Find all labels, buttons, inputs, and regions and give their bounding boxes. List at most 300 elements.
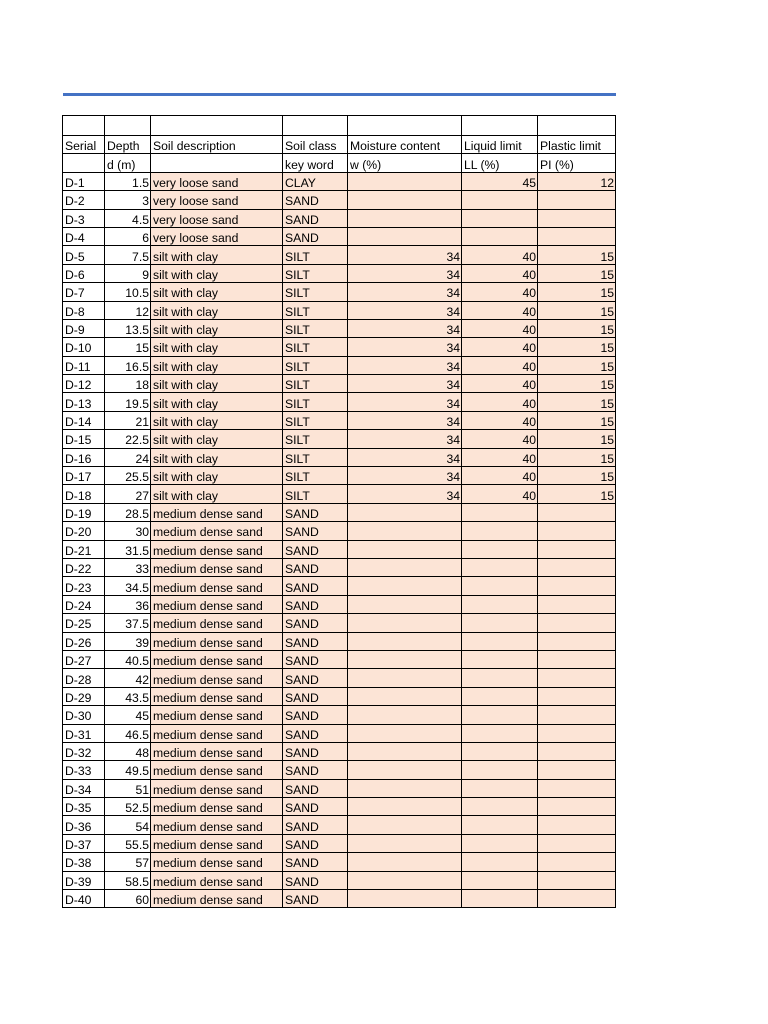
cell-plastic-limit[interactable] xyxy=(538,558,616,576)
cell-soil-class[interactable]: CLAY xyxy=(283,172,348,190)
cell-soil-description[interactable]: silt with clay xyxy=(151,319,283,337)
cell-serial[interactable]: D-9 xyxy=(63,319,105,337)
cell-moisture-content[interactable] xyxy=(348,209,462,227)
cell-serial[interactable]: D-13 xyxy=(63,393,105,411)
blank-cell[interactable] xyxy=(151,116,283,136)
cell-soil-class[interactable]: SAND xyxy=(283,853,348,871)
cell-depth[interactable]: 54 xyxy=(105,816,151,834)
cell-plastic-limit[interactable]: 15 xyxy=(538,485,616,503)
cell-depth[interactable]: 28.5 xyxy=(105,503,151,521)
cell-soil-description[interactable]: medium dense sand xyxy=(151,687,283,705)
cell-soil-class[interactable]: SAND xyxy=(283,540,348,558)
cell-plastic-limit[interactable]: 15 xyxy=(538,411,616,429)
header-cell-soil-class[interactable]: Soil class xyxy=(283,136,348,154)
blank-cell[interactable] xyxy=(348,116,462,136)
cell-moisture-content[interactable] xyxy=(348,724,462,742)
cell-liquid-limit[interactable]: 40 xyxy=(462,338,538,356)
blank-cell[interactable] xyxy=(538,116,616,136)
cell-moisture-content[interactable]: 34 xyxy=(348,485,462,503)
cell-moisture-content[interactable]: 34 xyxy=(348,375,462,393)
cell-liquid-limit[interactable] xyxy=(462,816,538,834)
cell-serial[interactable]: D-36 xyxy=(63,816,105,834)
cell-soil-class[interactable]: SAND xyxy=(283,724,348,742)
cell-soil-class[interactable]: SAND xyxy=(283,871,348,889)
cell-serial[interactable]: D-21 xyxy=(63,540,105,558)
cell-depth[interactable]: 27 xyxy=(105,485,151,503)
cell-serial[interactable]: D-3 xyxy=(63,209,105,227)
cell-moisture-content[interactable] xyxy=(348,706,462,724)
cell-soil-class[interactable]: SAND xyxy=(283,798,348,816)
cell-soil-description[interactable]: medium dense sand xyxy=(151,834,283,852)
cell-plastic-limit[interactable]: 12 xyxy=(538,172,616,190)
cell-moisture-content[interactable]: 34 xyxy=(348,264,462,282)
cell-depth[interactable]: 49.5 xyxy=(105,761,151,779)
blank-cell[interactable] xyxy=(63,116,105,136)
cell-moisture-content[interactable] xyxy=(348,632,462,650)
cell-liquid-limit[interactable]: 40 xyxy=(462,430,538,448)
cell-depth[interactable]: 51 xyxy=(105,779,151,797)
cell-soil-description[interactable]: medium dense sand xyxy=(151,669,283,687)
cell-serial[interactable]: D-34 xyxy=(63,779,105,797)
cell-soil-description[interactable]: medium dense sand xyxy=(151,540,283,558)
cell-serial[interactable]: D-8 xyxy=(63,301,105,319)
cell-soil-class[interactable]: SAND xyxy=(283,650,348,668)
blank-cell[interactable] xyxy=(462,116,538,136)
cell-liquid-limit[interactable] xyxy=(462,595,538,613)
cell-serial[interactable]: D-27 xyxy=(63,650,105,668)
cell-depth[interactable]: 25.5 xyxy=(105,467,151,485)
cell-serial[interactable]: D-4 xyxy=(63,227,105,245)
header-cell-plastic-limit[interactable]: Plastic limit xyxy=(538,136,616,154)
cell-plastic-limit[interactable] xyxy=(538,669,616,687)
cell-depth[interactable]: 36 xyxy=(105,595,151,613)
cell-plastic-limit[interactable] xyxy=(538,834,616,852)
cell-soil-class[interactable]: SAND xyxy=(283,522,348,540)
cell-depth[interactable]: 42 xyxy=(105,669,151,687)
cell-moisture-content[interactable]: 34 xyxy=(348,338,462,356)
cell-soil-description[interactable]: medium dense sand xyxy=(151,632,283,650)
cell-depth[interactable]: 7.5 xyxy=(105,246,151,264)
cell-liquid-limit[interactable]: 40 xyxy=(462,393,538,411)
cell-soil-description[interactable]: medium dense sand xyxy=(151,595,283,613)
header-cell-depth[interactable]: Depth xyxy=(105,136,151,154)
cell-liquid-limit[interactable]: 40 xyxy=(462,485,538,503)
cell-depth[interactable]: 15 xyxy=(105,338,151,356)
cell-serial[interactable]: D-32 xyxy=(63,742,105,760)
cell-moisture-content[interactable] xyxy=(348,540,462,558)
cell-liquid-limit[interactable]: 40 xyxy=(462,375,538,393)
cell-soil-class[interactable]: SAND xyxy=(283,209,348,227)
cell-soil-description[interactable]: silt with clay xyxy=(151,448,283,466)
cell-serial[interactable]: D-6 xyxy=(63,264,105,282)
cell-serial[interactable]: D-26 xyxy=(63,632,105,650)
cell-depth[interactable]: 43.5 xyxy=(105,687,151,705)
cell-plastic-limit[interactable] xyxy=(538,503,616,521)
header-cell-soil-description[interactable] xyxy=(151,154,283,172)
cell-liquid-limit[interactable]: 40 xyxy=(462,467,538,485)
cell-liquid-limit[interactable]: 40 xyxy=(462,411,538,429)
cell-depth[interactable]: 55.5 xyxy=(105,834,151,852)
cell-moisture-content[interactable] xyxy=(348,227,462,245)
cell-moisture-content[interactable]: 34 xyxy=(348,283,462,301)
cell-moisture-content[interactable]: 34 xyxy=(348,319,462,337)
cell-liquid-limit[interactable] xyxy=(462,558,538,576)
cell-liquid-limit[interactable] xyxy=(462,871,538,889)
cell-depth[interactable]: 33 xyxy=(105,558,151,576)
cell-moisture-content[interactable] xyxy=(348,577,462,595)
cell-moisture-content[interactable] xyxy=(348,798,462,816)
cell-plastic-limit[interactable] xyxy=(538,706,616,724)
header-cell-liquid-limit[interactable]: LL (%) xyxy=(462,154,538,172)
cell-plastic-limit[interactable] xyxy=(538,871,616,889)
cell-depth[interactable]: 4.5 xyxy=(105,209,151,227)
cell-soil-class[interactable]: SILT xyxy=(283,467,348,485)
cell-soil-class[interactable]: SAND xyxy=(283,779,348,797)
cell-soil-description[interactable]: medium dense sand xyxy=(151,779,283,797)
cell-soil-class[interactable]: SILT xyxy=(283,301,348,319)
header-cell-serial[interactable] xyxy=(63,154,105,172)
cell-plastic-limit[interactable] xyxy=(538,816,616,834)
cell-serial[interactable]: D-30 xyxy=(63,706,105,724)
cell-liquid-limit[interactable]: 40 xyxy=(462,448,538,466)
cell-depth[interactable]: 6 xyxy=(105,227,151,245)
cell-soil-description[interactable]: very loose sand xyxy=(151,172,283,190)
cell-soil-class[interactable]: SAND xyxy=(283,890,348,908)
cell-soil-class[interactable]: SAND xyxy=(283,595,348,613)
cell-liquid-limit[interactable] xyxy=(462,227,538,245)
cell-serial[interactable]: D-7 xyxy=(63,283,105,301)
cell-soil-description[interactable]: silt with clay xyxy=(151,393,283,411)
cell-depth[interactable]: 57 xyxy=(105,853,151,871)
cell-serial[interactable]: D-16 xyxy=(63,448,105,466)
cell-moisture-content[interactable] xyxy=(348,871,462,889)
cell-plastic-limit[interactable]: 15 xyxy=(538,448,616,466)
cell-moisture-content[interactable] xyxy=(348,779,462,797)
cell-soil-description[interactable]: silt with clay xyxy=(151,411,283,429)
cell-serial[interactable]: D-11 xyxy=(63,356,105,374)
cell-soil-description[interactable]: medium dense sand xyxy=(151,577,283,595)
cell-liquid-limit[interactable] xyxy=(462,761,538,779)
cell-soil-description[interactable]: medium dense sand xyxy=(151,522,283,540)
cell-depth[interactable]: 22.5 xyxy=(105,430,151,448)
cell-soil-class[interactable]: SAND xyxy=(283,706,348,724)
cell-soil-description[interactable]: medium dense sand xyxy=(151,853,283,871)
cell-soil-description[interactable]: medium dense sand xyxy=(151,761,283,779)
cell-plastic-limit[interactable] xyxy=(538,209,616,227)
cell-soil-class[interactable]: SAND xyxy=(283,503,348,521)
cell-depth[interactable]: 1.5 xyxy=(105,172,151,190)
cell-moisture-content[interactable]: 34 xyxy=(348,301,462,319)
cell-serial[interactable]: D-38 xyxy=(63,853,105,871)
cell-soil-description[interactable]: medium dense sand xyxy=(151,558,283,576)
cell-depth[interactable]: 10.5 xyxy=(105,283,151,301)
cell-plastic-limit[interactable] xyxy=(538,650,616,668)
cell-moisture-content[interactable] xyxy=(348,503,462,521)
cell-plastic-limit[interactable]: 15 xyxy=(538,264,616,282)
cell-depth[interactable]: 19.5 xyxy=(105,393,151,411)
cell-plastic-limit[interactable]: 15 xyxy=(538,246,616,264)
cell-soil-description[interactable]: medium dense sand xyxy=(151,742,283,760)
cell-moisture-content[interactable] xyxy=(348,191,462,209)
cell-soil-description[interactable]: silt with clay xyxy=(151,356,283,374)
cell-serial[interactable]: D-1 xyxy=(63,172,105,190)
cell-plastic-limit[interactable] xyxy=(538,761,616,779)
cell-soil-class[interactable]: SAND xyxy=(283,577,348,595)
cell-serial[interactable]: D-31 xyxy=(63,724,105,742)
cell-soil-class[interactable]: SAND xyxy=(283,191,348,209)
cell-liquid-limit[interactable] xyxy=(462,669,538,687)
cell-depth[interactable]: 45 xyxy=(105,706,151,724)
cell-soil-description[interactable]: very loose sand xyxy=(151,191,283,209)
cell-moisture-content[interactable] xyxy=(348,761,462,779)
cell-soil-description[interactable]: silt with clay xyxy=(151,338,283,356)
cell-serial[interactable]: D-33 xyxy=(63,761,105,779)
cell-soil-description[interactable]: very loose sand xyxy=(151,209,283,227)
cell-soil-class[interactable]: SILT xyxy=(283,264,348,282)
cell-soil-description[interactable]: silt with clay xyxy=(151,485,283,503)
cell-depth[interactable]: 24 xyxy=(105,448,151,466)
cell-soil-class[interactable]: SAND xyxy=(283,834,348,852)
cell-plastic-limit[interactable] xyxy=(538,191,616,209)
cell-depth[interactable]: 30 xyxy=(105,522,151,540)
cell-serial[interactable]: D-39 xyxy=(63,871,105,889)
cell-serial[interactable]: D-12 xyxy=(63,375,105,393)
cell-liquid-limit[interactable] xyxy=(462,540,538,558)
cell-liquid-limit[interactable] xyxy=(462,724,538,742)
cell-moisture-content[interactable]: 34 xyxy=(348,411,462,429)
cell-serial[interactable]: D-40 xyxy=(63,890,105,908)
cell-moisture-content[interactable]: 34 xyxy=(348,246,462,264)
cell-plastic-limit[interactable] xyxy=(538,798,616,816)
cell-plastic-limit[interactable]: 15 xyxy=(538,375,616,393)
cell-liquid-limit[interactable]: 40 xyxy=(462,264,538,282)
cell-soil-class[interactable]: SILT xyxy=(283,246,348,264)
cell-liquid-limit[interactable] xyxy=(462,853,538,871)
cell-depth[interactable]: 46.5 xyxy=(105,724,151,742)
header-cell-moisture-content[interactable]: Moisture content xyxy=(348,136,462,154)
cell-plastic-limit[interactable]: 15 xyxy=(538,283,616,301)
cell-moisture-content[interactable] xyxy=(348,650,462,668)
cell-depth[interactable]: 12 xyxy=(105,301,151,319)
cell-soil-class[interactable]: SAND xyxy=(283,742,348,760)
cell-depth[interactable]: 60 xyxy=(105,890,151,908)
cell-serial[interactable]: D-29 xyxy=(63,687,105,705)
cell-serial[interactable]: D-18 xyxy=(63,485,105,503)
cell-serial[interactable]: D-15 xyxy=(63,430,105,448)
cell-plastic-limit[interactable] xyxy=(538,853,616,871)
cell-serial[interactable]: D-14 xyxy=(63,411,105,429)
cell-liquid-limit[interactable] xyxy=(462,614,538,632)
cell-moisture-content[interactable]: 34 xyxy=(348,467,462,485)
cell-soil-description[interactable]: medium dense sand xyxy=(151,614,283,632)
cell-liquid-limit[interactable]: 40 xyxy=(462,246,538,264)
cell-liquid-limit[interactable] xyxy=(462,687,538,705)
cell-soil-description[interactable]: silt with clay xyxy=(151,375,283,393)
cell-plastic-limit[interactable]: 15 xyxy=(538,430,616,448)
header-cell-serial[interactable]: Serial xyxy=(63,136,105,154)
cell-soil-description[interactable]: silt with clay xyxy=(151,264,283,282)
cell-soil-class[interactable]: SAND xyxy=(283,669,348,687)
cell-soil-class[interactable]: SILT xyxy=(283,430,348,448)
cell-soil-class[interactable]: SILT xyxy=(283,338,348,356)
cell-liquid-limit[interactable] xyxy=(462,503,538,521)
header-cell-soil-description[interactable]: Soil description xyxy=(151,136,283,154)
cell-depth[interactable]: 37.5 xyxy=(105,614,151,632)
cell-depth[interactable]: 52.5 xyxy=(105,798,151,816)
blank-cell[interactable] xyxy=(283,116,348,136)
cell-plastic-limit[interactable]: 15 xyxy=(538,467,616,485)
cell-moisture-content[interactable] xyxy=(348,669,462,687)
cell-depth[interactable]: 3 xyxy=(105,191,151,209)
cell-moisture-content[interactable] xyxy=(348,890,462,908)
cell-depth[interactable]: 39 xyxy=(105,632,151,650)
cell-soil-description[interactable]: silt with clay xyxy=(151,430,283,448)
cell-plastic-limit[interactable] xyxy=(538,779,616,797)
cell-soil-class[interactable]: SAND xyxy=(283,632,348,650)
cell-plastic-limit[interactable]: 15 xyxy=(538,301,616,319)
blank-cell[interactable] xyxy=(105,116,151,136)
cell-soil-class[interactable]: SAND xyxy=(283,614,348,632)
cell-depth[interactable]: 48 xyxy=(105,742,151,760)
cell-serial[interactable]: D-37 xyxy=(63,834,105,852)
cell-soil-class[interactable]: SILT xyxy=(283,448,348,466)
cell-soil-class[interactable]: SAND xyxy=(283,227,348,245)
cell-moisture-content[interactable] xyxy=(348,742,462,760)
cell-soil-description[interactable]: silt with clay xyxy=(151,283,283,301)
cell-serial[interactable]: D-2 xyxy=(63,191,105,209)
cell-soil-description[interactable]: medium dense sand xyxy=(151,890,283,908)
cell-plastic-limit[interactable] xyxy=(538,540,616,558)
cell-plastic-limit[interactable] xyxy=(538,577,616,595)
cell-soil-description[interactable]: silt with clay xyxy=(151,301,283,319)
cell-plastic-limit[interactable] xyxy=(538,614,616,632)
cell-plastic-limit[interactable]: 15 xyxy=(538,319,616,337)
cell-plastic-limit[interactable] xyxy=(538,724,616,742)
cell-serial[interactable]: D-24 xyxy=(63,595,105,613)
cell-depth[interactable]: 31.5 xyxy=(105,540,151,558)
cell-plastic-limit[interactable] xyxy=(538,742,616,760)
cell-liquid-limit[interactable] xyxy=(462,706,538,724)
cell-liquid-limit[interactable] xyxy=(462,191,538,209)
cell-soil-class[interactable]: SILT xyxy=(283,393,348,411)
cell-depth[interactable]: 16.5 xyxy=(105,356,151,374)
cell-plastic-limit[interactable]: 15 xyxy=(538,338,616,356)
cell-serial[interactable]: D-17 xyxy=(63,467,105,485)
cell-moisture-content[interactable] xyxy=(348,595,462,613)
cell-moisture-content[interactable] xyxy=(348,834,462,852)
cell-serial[interactable]: D-20 xyxy=(63,522,105,540)
cell-depth[interactable]: 58.5 xyxy=(105,871,151,889)
cell-plastic-limit[interactable] xyxy=(538,595,616,613)
cell-moisture-content[interactable]: 34 xyxy=(348,430,462,448)
cell-depth[interactable]: 34.5 xyxy=(105,577,151,595)
cell-plastic-limit[interactable]: 15 xyxy=(538,356,616,374)
cell-soil-class[interactable]: SILT xyxy=(283,485,348,503)
cell-liquid-limit[interactable] xyxy=(462,522,538,540)
cell-moisture-content[interactable] xyxy=(348,687,462,705)
cell-liquid-limit[interactable] xyxy=(462,577,538,595)
cell-moisture-content[interactable]: 34 xyxy=(348,448,462,466)
cell-moisture-content[interactable]: 34 xyxy=(348,356,462,374)
cell-liquid-limit[interactable] xyxy=(462,650,538,668)
cell-plastic-limit[interactable]: 15 xyxy=(538,393,616,411)
cell-moisture-content[interactable] xyxy=(348,558,462,576)
cell-soil-description[interactable]: medium dense sand xyxy=(151,816,283,834)
cell-soil-description[interactable]: medium dense sand xyxy=(151,650,283,668)
cell-serial[interactable]: D-22 xyxy=(63,558,105,576)
cell-soil-class[interactable]: SILT xyxy=(283,356,348,374)
cell-depth[interactable]: 40.5 xyxy=(105,650,151,668)
cell-plastic-limit[interactable] xyxy=(538,632,616,650)
cell-soil-description[interactable]: silt with clay xyxy=(151,246,283,264)
cell-liquid-limit[interactable] xyxy=(462,632,538,650)
cell-liquid-limit[interactable] xyxy=(462,209,538,227)
cell-depth[interactable]: 9 xyxy=(105,264,151,282)
cell-soil-description[interactable]: medium dense sand xyxy=(151,706,283,724)
cell-soil-class[interactable]: SILT xyxy=(283,375,348,393)
header-cell-soil-class[interactable]: key word xyxy=(283,154,348,172)
cell-plastic-limit[interactable] xyxy=(538,522,616,540)
header-cell-moisture-content[interactable]: w (%) xyxy=(348,154,462,172)
cell-serial[interactable]: D-35 xyxy=(63,798,105,816)
cell-liquid-limit[interactable]: 40 xyxy=(462,319,538,337)
cell-serial[interactable]: D-5 xyxy=(63,246,105,264)
cell-moisture-content[interactable] xyxy=(348,816,462,834)
cell-plastic-limit[interactable] xyxy=(538,890,616,908)
cell-soil-class[interactable]: SILT xyxy=(283,283,348,301)
cell-liquid-limit[interactable] xyxy=(462,890,538,908)
cell-soil-description[interactable]: very loose sand xyxy=(151,227,283,245)
cell-soil-class[interactable]: SAND xyxy=(283,816,348,834)
cell-liquid-limit[interactable]: 45 xyxy=(462,172,538,190)
header-cell-liquid-limit[interactable]: Liquid limit xyxy=(462,136,538,154)
cell-soil-description[interactable]: medium dense sand xyxy=(151,503,283,521)
cell-moisture-content[interactable]: 34 xyxy=(348,393,462,411)
cell-soil-class[interactable]: SAND xyxy=(283,558,348,576)
cell-serial[interactable]: D-23 xyxy=(63,577,105,595)
cell-liquid-limit[interactable] xyxy=(462,798,538,816)
cell-depth[interactable]: 21 xyxy=(105,411,151,429)
cell-serial[interactable]: D-25 xyxy=(63,614,105,632)
cell-depth[interactable]: 13.5 xyxy=(105,319,151,337)
cell-liquid-limit[interactable]: 40 xyxy=(462,301,538,319)
cell-liquid-limit[interactable] xyxy=(462,742,538,760)
cell-moisture-content[interactable] xyxy=(348,522,462,540)
cell-moisture-content[interactable] xyxy=(348,614,462,632)
cell-soil-class[interactable]: SAND xyxy=(283,761,348,779)
cell-liquid-limit[interactable]: 40 xyxy=(462,283,538,301)
cell-liquid-limit[interactable] xyxy=(462,834,538,852)
cell-liquid-limit[interactable] xyxy=(462,779,538,797)
cell-moisture-content[interactable] xyxy=(348,172,462,190)
cell-soil-description[interactable]: medium dense sand xyxy=(151,798,283,816)
cell-soil-class[interactable]: SAND xyxy=(283,687,348,705)
cell-soil-description[interactable]: silt with clay xyxy=(151,467,283,485)
cell-serial[interactable]: D-28 xyxy=(63,669,105,687)
cell-serial[interactable]: D-19 xyxy=(63,503,105,521)
cell-serial[interactable]: D-10 xyxy=(63,338,105,356)
cell-plastic-limit[interactable] xyxy=(538,227,616,245)
header-cell-plastic-limit[interactable]: PI (%) xyxy=(538,154,616,172)
cell-moisture-content[interactable] xyxy=(348,853,462,871)
cell-soil-description[interactable]: medium dense sand xyxy=(151,724,283,742)
cell-plastic-limit[interactable] xyxy=(538,687,616,705)
cell-liquid-limit[interactable]: 40 xyxy=(462,356,538,374)
cell-depth[interactable]: 18 xyxy=(105,375,151,393)
cell-soil-class[interactable]: SILT xyxy=(283,319,348,337)
cell-soil-description[interactable]: medium dense sand xyxy=(151,871,283,889)
cell-soil-class[interactable]: SILT xyxy=(283,411,348,429)
